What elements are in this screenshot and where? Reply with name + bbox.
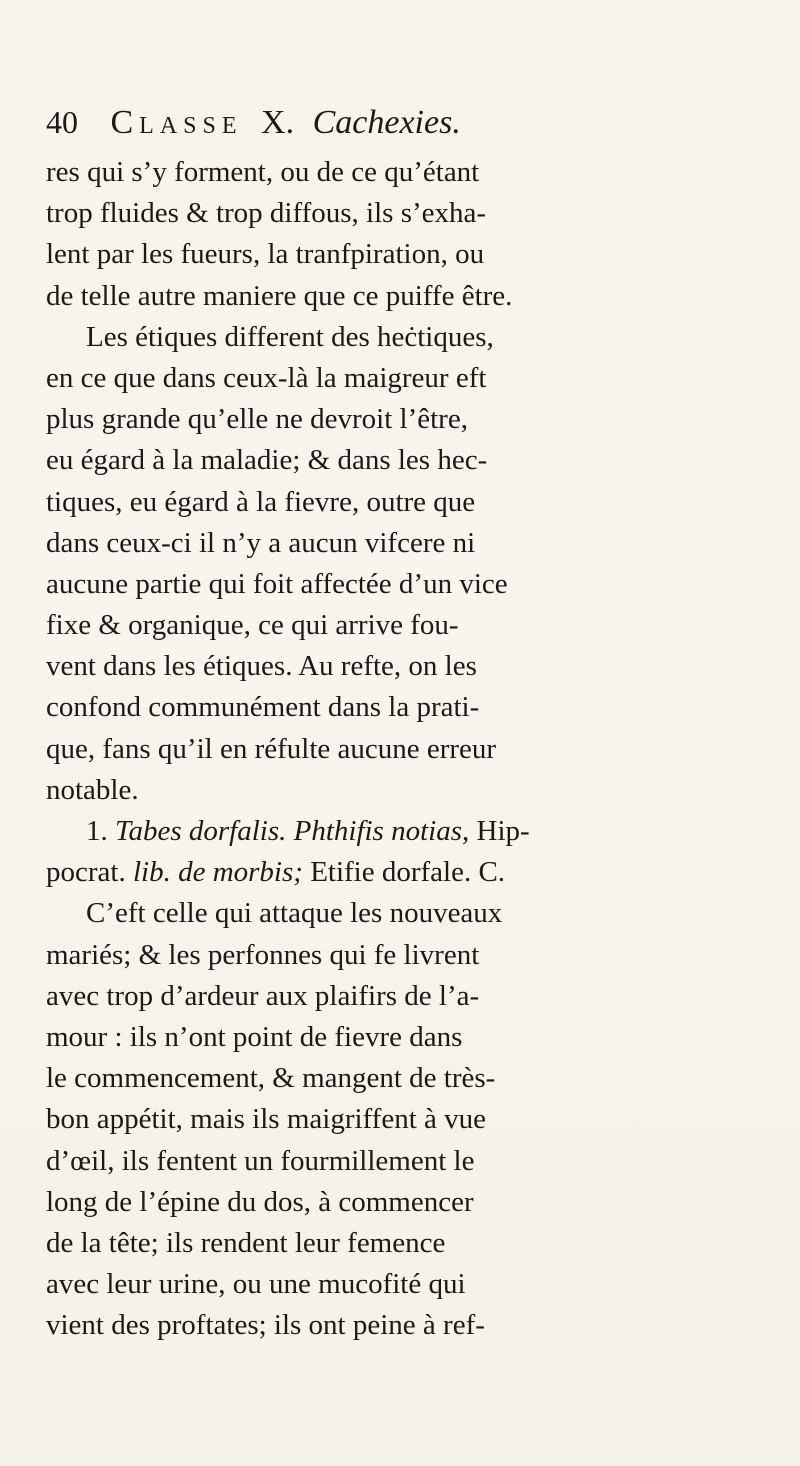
text-line: aucune partie qui foit affectée d’un vice <box>46 567 508 600</box>
text-line: tiques, eu égard à la fievre, outre que <box>46 485 476 518</box>
text-line: long de l’épine du dos, à commencer <box>46 1185 474 1218</box>
text-line: que, fans qu’il en réfulte aucune erreur <box>46 732 497 765</box>
text-line: vent dans les étiques. Au refte, on les <box>46 650 477 683</box>
text-line: notable. <box>46 773 139 806</box>
text-line: res qui s’y forment, ou de ce qu’étant <box>46 156 480 188</box>
header-topic: Cachexies. <box>312 104 461 141</box>
text-line: de la tête; ils rendent leur femence <box>46 1226 446 1259</box>
text-line: confond communément dans la prati- <box>46 691 480 724</box>
latin-term: Tabes dorfalis. Phthifis notias <box>115 815 462 847</box>
line-head: pocrat. <box>46 856 133 889</box>
running-header <box>46 100 746 144</box>
header-classe: Classe <box>110 104 243 141</box>
line-number: 1. <box>86 815 115 847</box>
text-line: de telle autre maniere que ce puiffe être. <box>46 279 513 312</box>
text-line: d’œil, ils fentent un fourmillement le <box>46 1144 475 1177</box>
text-line: plus grande qu’elle ne devroit l’être, <box>46 403 468 436</box>
body-text <box>46 152 766 1346</box>
text-line: fixe & organique, ce qui arrive fou- <box>46 609 459 642</box>
text-line: en ce que dans ceux-là la maigreur eft <box>46 361 487 394</box>
text-line: C’eft celle qui attaque les nouveaux <box>86 897 503 930</box>
text-line: vient des proftates; ils ont peine à ref- <box>46 1309 485 1342</box>
text-line <box>46 811 766 852</box>
header-class-number: X. <box>261 104 295 141</box>
text-line: mariés; & les perfonnes qui fe livrent <box>46 938 480 971</box>
line-tail: , Hip- <box>462 815 530 847</box>
text-line: eu égard à la maladie; & dans les hec- <box>46 444 488 477</box>
text-line: trop fluides & trop diffous, ils s’exha- <box>46 197 487 230</box>
text-line: le commencement, & mangent de très- <box>46 1062 496 1095</box>
text-line <box>46 852 766 893</box>
text-line: bon appétit, mais ils maigriffent à vue <box>46 1103 486 1136</box>
text-line: lent par les fueurs, la tranfpiration, ou <box>46 238 485 271</box>
text-line: avec trop d’ardeur aux plaifirs de l’a- <box>46 979 480 1012</box>
citation: lib. de morbis; <box>132 856 303 889</box>
text-line: avec leur urine, ou une mucofité qui <box>46 1268 466 1301</box>
page-number: 40 <box>46 104 78 140</box>
line-tail: Etifie dorfale. C. <box>302 856 506 889</box>
text-line: mour : ils n’ont point de fievre dans <box>46 1020 463 1053</box>
text-line: dans ceux-ci il n’y a aucun vifcere ni <box>46 526 476 559</box>
text-line: Les étiques different des heċtiques, <box>86 320 494 353</box>
